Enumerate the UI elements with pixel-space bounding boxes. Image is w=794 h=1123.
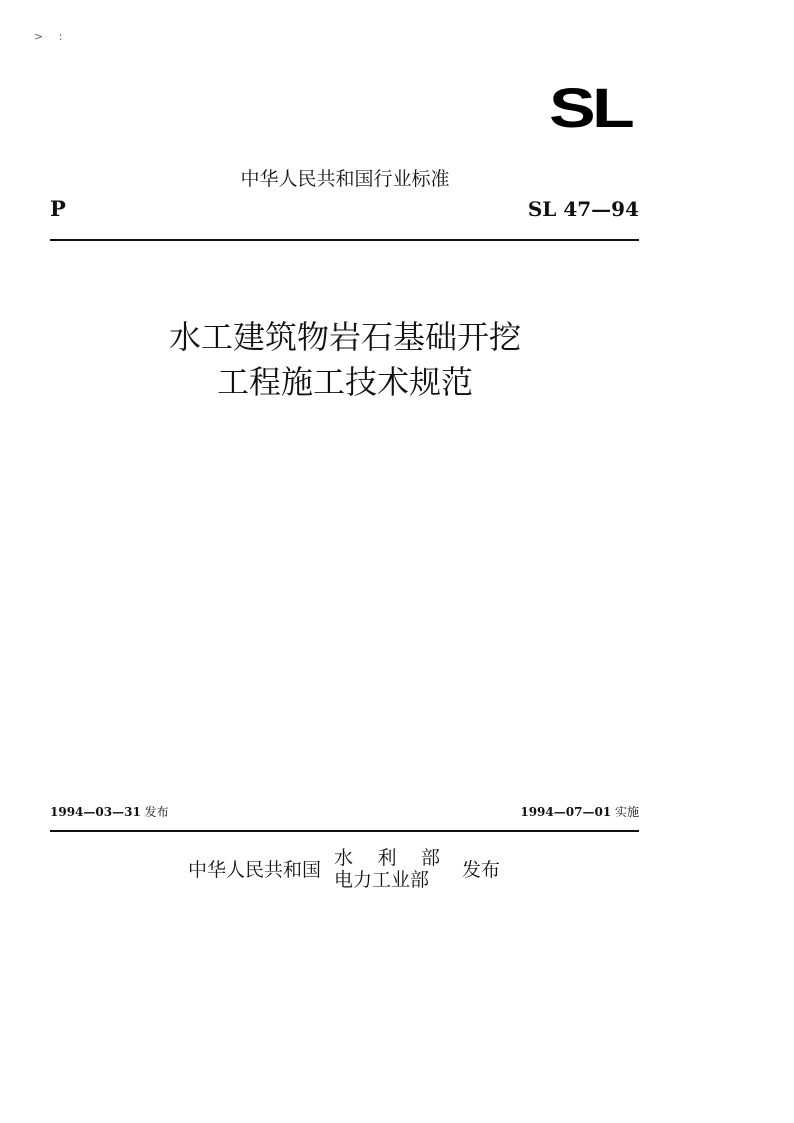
document-title-line-2: 工程施工技术规范 — [216, 363, 473, 401]
effective-date: 1994—07—01 — [520, 805, 612, 819]
classification-code: P — [50, 196, 66, 221]
sl-logo: SL — [549, 76, 631, 139]
corner-mark: > : — [34, 30, 69, 43]
issue-date: 1994—03—31 — [50, 805, 141, 819]
issuer-dept-water: 水利部 — [334, 847, 440, 869]
industry-standard-heading: 中华人民共和国行业标准 — [240, 168, 450, 190]
issuer-prefix: 中华人民共和国 — [188, 859, 322, 881]
document-title-line-1: 水工建筑物岩石基础开挖 — [168, 318, 521, 356]
standard-number: SL 47—94 — [527, 197, 639, 221]
effective-date-block — [520, 804, 639, 820]
issuer-suffix: 发布 — [462, 859, 501, 881]
issue-label: 发布 — [144, 805, 169, 819]
issuer-departments — [334, 847, 440, 891]
header-divider — [50, 239, 639, 241]
issuer-dept-power: 电力工业部 — [334, 869, 430, 891]
effective-label: 实施 — [614, 805, 639, 819]
issue-date-block — [50, 804, 169, 820]
footer-divider — [50, 830, 639, 832]
